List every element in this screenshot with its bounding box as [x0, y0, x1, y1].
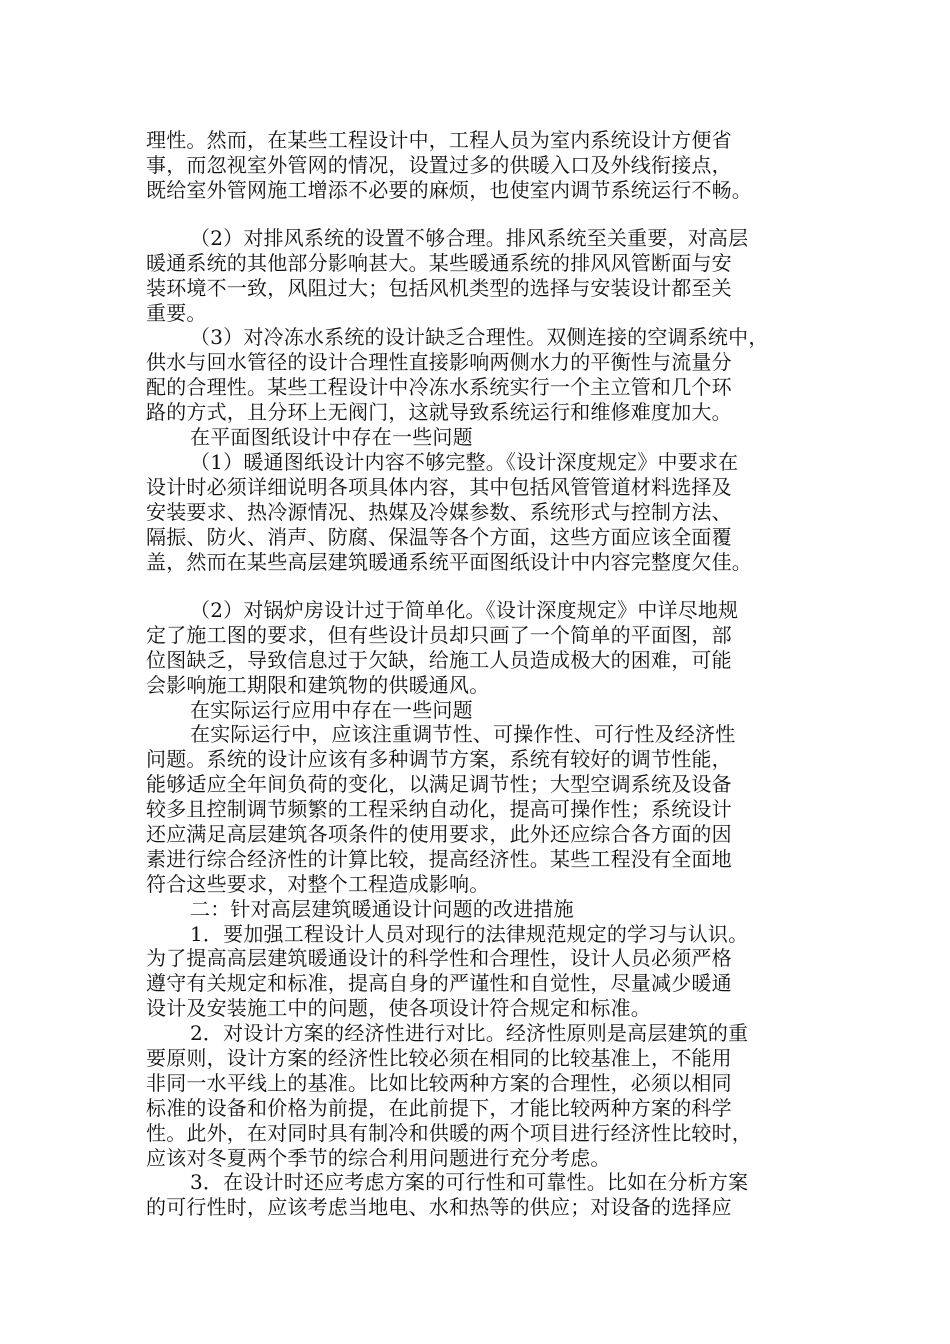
- text-line: （2）对排风系统的设置不够合理。排风系统至关重要，对高层: [190, 226, 749, 250]
- section-heading: 在平面图纸设计中存在一些问题: [190, 425, 473, 449]
- text-line: 在实际运行中，应该注重调节性、可操作性、可行性及经济性: [190, 722, 736, 746]
- text-line: 遵守有关规定和标准，提高自身的严谨性和自觉性，尽量减少暖通: [146, 971, 732, 995]
- text-line: 还应满足高层建筑各项条件的使用要求，此外还应综合各方面的因: [146, 822, 732, 846]
- text-line: 设计时必须详细说明各项具体内容，其中包括风管管道材料选择及: [146, 475, 732, 499]
- text-line: （2）对锅炉房设计过于简单化。《设计深度规定》中详尽地规: [190, 598, 739, 622]
- text-line: 符合这些要求，对整个工程造成影响。: [146, 872, 490, 896]
- text-line: 应该对冬夏两个季节的综合利用问题进行充分考虑。: [146, 1146, 611, 1170]
- text-line: （3）对冷冻水系统的设计缺乏合理性。双侧连接的空调系统中，: [190, 325, 769, 349]
- text-line: 装环境不一致，风阻过大；包括风机类型的选择与安装设计都至关: [146, 276, 732, 300]
- text-line: 能够适应全年间负荷的变化，以满足调节性；大型空调系统及设备: [146, 772, 732, 796]
- section-heading: 二：针对高层建筑暖通设计问题的改进措施: [190, 897, 574, 921]
- text-line: 较多且控制调节频繁的工程采纳自动化，提高可操作性；系统设计: [146, 797, 732, 821]
- text-line: 既给室外管网施工增添不必要的麻烦，也使室内调节系统运行不畅。: [146, 178, 752, 202]
- text-line: 路的方式，且分环上无阀门，这就导致系统运行和维修难度加大。: [146, 400, 732, 424]
- text-line: 非同一水平线上的基准。比如比较两种方案的合理性，必须以相同: [146, 1071, 732, 1095]
- text-line: 隔振、防火、消声、防腐、保温等各个方面，这些方面应该全面覆: [146, 525, 732, 549]
- text-line: 会影响施工期限和建筑物的供暖通风。: [146, 673, 490, 697]
- text-line: 位图缺乏，导致信息过于欠缺，给施工人员造成极大的困难，可能: [146, 648, 732, 672]
- text-line: （1）暖通图纸设计内容不够完整。《设计深度规定》中要求在: [190, 450, 739, 474]
- text-line: 暖通系统的其他部分影响甚大。某些暖通系统的排风风管断面与安: [146, 251, 732, 275]
- text-line: 定了施工图的要求，但有些设计员却只画了一个简单的平面图，部: [146, 623, 732, 647]
- text-line: 的可行性时，应该考虑当地电、水和热等的供应；对设备的选择应: [146, 1195, 732, 1219]
- text-line: 理性。然而，在某些工程设计中，工程人员为室内系统设计方便省: [146, 128, 732, 152]
- text-line: 1．要加强工程设计人员对现行的法律规范规定的学习与认识。: [190, 922, 749, 946]
- text-line: 3．在设计时还应考虑方案的可行性和可靠性。比如在分析方案: [190, 1170, 749, 1194]
- text-line: 盖，然而在某些高层建筑暖通系统平面图纸设计中内容完整度欠佳。: [146, 550, 752, 574]
- text-line: 标准的设备和价格为前提，在此前提下，才能比较两种方案的科学: [146, 1096, 732, 1120]
- text-line: 要原则，设计方案的经济性比较必须在相同的比较基准上，不能用: [146, 1046, 732, 1070]
- text-line: 问题。系统的设计应该有多种调节方案，系统有较好的调节性能，: [146, 747, 732, 771]
- text-line: 供水与回水管径的设计合理性直接影响两侧水力的平衡性与流量分: [146, 350, 732, 374]
- text-line: 安装要求、热冷源情况、热媒及冷媒参数、系统形式与控制方法、: [146, 500, 732, 524]
- section-heading: 在实际运行应用中存在一些问题: [190, 698, 473, 722]
- text-line: 事，而忽视室外管网的情况，设置过多的供暖入口及外线衔接点，: [146, 153, 732, 177]
- text-line: 性。此外，在对同时具有制冷和供暖的两个项目进行经济性比较时，: [146, 1121, 752, 1145]
- text-line: 重要。: [146, 301, 207, 325]
- text-line: 配的合理性。某些工程设计中冷冻水系统实行一个主立管和几个环: [146, 375, 732, 399]
- text-line: 设计及安装施工中的问题，使各项设计符合规定和标准。: [146, 996, 651, 1020]
- text-line: 素进行综合经济性的计算比较，提高经济性。某些工程没有全面地: [146, 847, 732, 871]
- text-line: 为了提高高层建筑暖通设计的科学性和合理性，设计人员必须严格: [146, 946, 732, 970]
- text-line: 2．对设计方案的经济性进行对比。经济性原则是高层建筑的重: [190, 1021, 749, 1045]
